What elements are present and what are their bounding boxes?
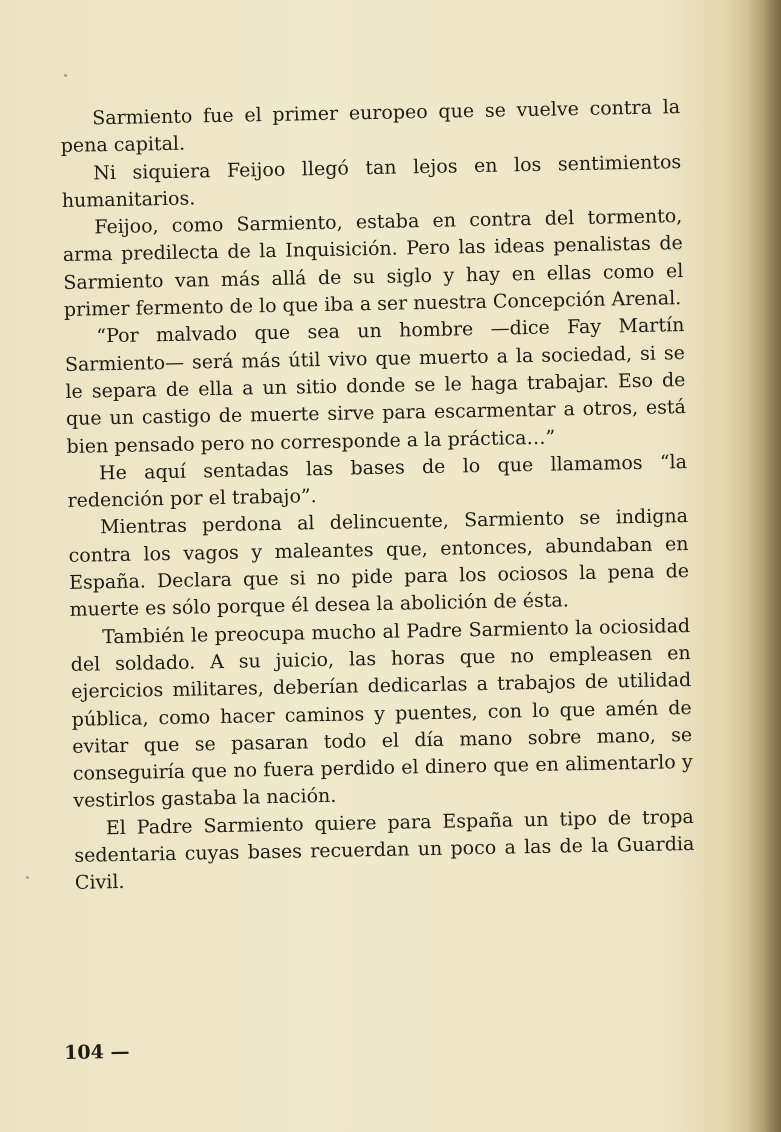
paragraph: Mientras perdona al delincuente, Sarmiento se indigna contra los vagos y maleantes que, entonces, abundaban en España. Declara que si no pide para los ociosos la pena de muerte es sólo porque él desea la abolición de ésta. (68, 505, 690, 622)
body-text (60, 94, 695, 897)
page-binding-shadow (747, 0, 781, 1132)
paragraph: También le preocupa mucho al Padre Sarmiento la ociosidad del soldado. A su juicio, las horas que no empleasen en ejercicios militares, deberían dedicarlas a trabajos de utilidad pública, como hacer caminos y puentes, con lo que amén de evitar que se pasaran todo el día mano sobre mano, se conseguiría que no fuera perdido el dinero que en alimentarlo y vestirlos gastaba la nación. (70, 614, 693, 813)
paragraph: Feijoo, como Sarmiento, estaba en contra del tormento, arma predilecta de la Inquisición. Pero las ideas penalistas de Sarmiento van más allá de su siglo y hay en ellas como el primer fermento de lo que iba a ser nuestra Concepción Arenal. (62, 205, 684, 322)
paragraph: Sarmiento fue el primer europeo que se vuelve contra la pena capital. (60, 96, 681, 158)
paragraph: Ni siquiera Feijoo llegó tan lejos en los sentimientos humanitarios. (61, 150, 682, 212)
paragraph: He aquí sentadas las bases de lo que llamamos “la redención por el trabajo”. (67, 450, 688, 513)
page-number: 104 — (64, 1040, 130, 1064)
paragraph: “Por malvado que sea un hombre —dice Fay Martín Sarmiento— será más útil vivo que muerto a la sociedad, si se le separa de ella a un sitio donde se le haga trabajar. Eso de que un castigo de muerte sirve para escarmentar a otros, está bien pensado pero no corresponde a la práctica…” (64, 314, 687, 458)
paper-speck (26, 876, 29, 879)
paragraph: El Padre Sarmiento quiere para España un tipo de tropa sedentaria cuyas bases recuerdan un poco a las de la Guardia Civil. (74, 805, 695, 895)
paper-speck (64, 74, 67, 77)
